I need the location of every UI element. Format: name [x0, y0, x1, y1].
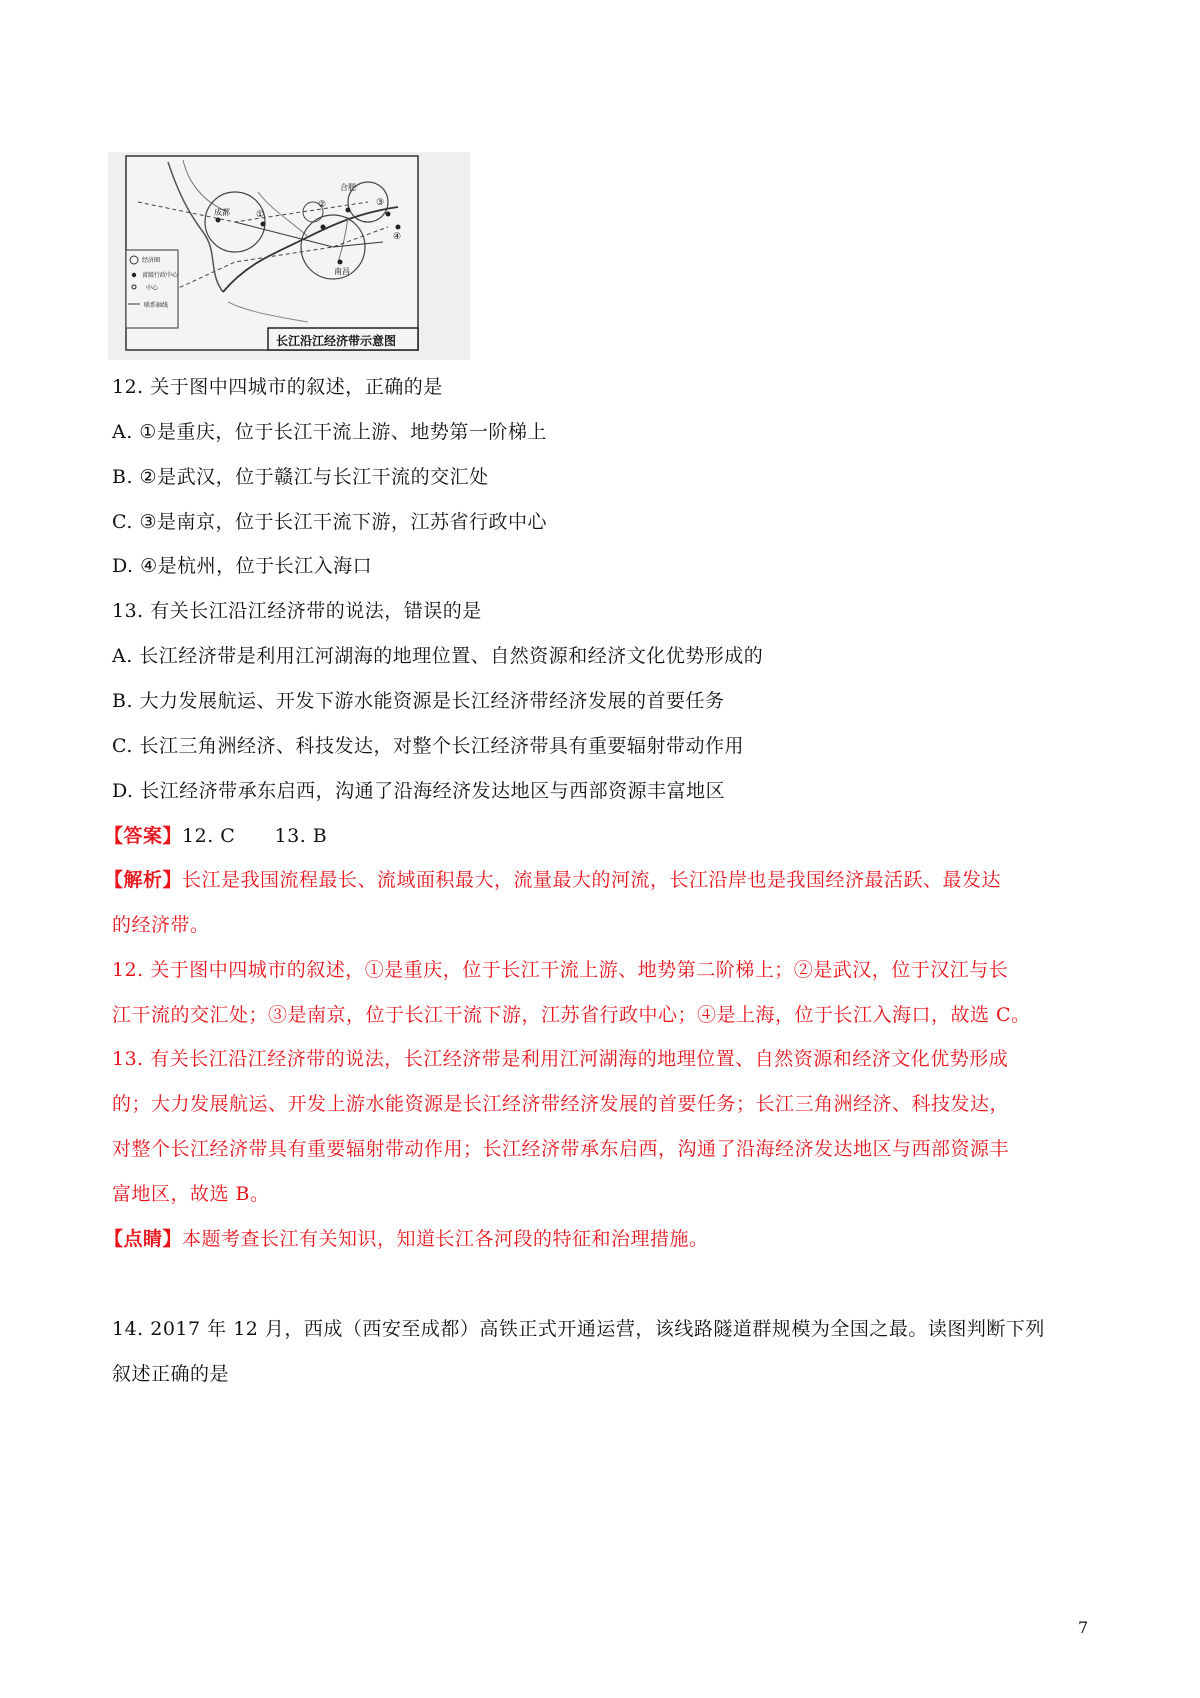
map-number-4: ④	[393, 232, 402, 242]
yangtze-economic-belt-map	[108, 152, 470, 360]
q14-line-2: 叙述正确的是	[112, 1363, 230, 1385]
map-legend-provincial-center: 省级行政中心	[142, 272, 179, 279]
map-number-1: ①	[256, 210, 265, 220]
analysis-line-3: 12. 关于图中四城市的叙述，①是重庆，位于长江干流上游、地势第二阶梯上；②是武汉，位于汉江与长	[112, 959, 1009, 981]
analysis-line-7: 对整个长江经济带具有重要辐射带动作用；长江经济带承东启西，沟通了沿海经济发达地区与西部资源丰	[112, 1138, 1010, 1160]
page-number: 7	[1078, 1618, 1089, 1637]
q13-option-c: C. 长江三角洲经济、科技发达，对整个长江经济带具有重要辐射带动作用	[112, 735, 744, 757]
q13-option-a: A. 长江经济带是利用江河湖海的地理位置、自然资源和经济文化优势形成的	[112, 645, 764, 667]
q13-option-d: D. 长江经济带承东启西，沟通了沿海经济发达地区与西部资源丰富地区	[112, 780, 726, 802]
map-legend-center: 中心	[146, 285, 159, 292]
map-legend-axis: 联系轴线	[144, 302, 169, 309]
analysis-line-8: 富地区，故选 B。	[112, 1183, 270, 1205]
map-number-3: ③	[376, 198, 385, 208]
map-label-chengdu: 成都	[214, 208, 230, 217]
answer-label: 【答案】	[104, 825, 183, 847]
map-label-hefei: 合肥	[340, 183, 356, 192]
q13-stem: 13. 有关长江沿江经济带的说法，错误的是	[112, 600, 482, 622]
map-drawing	[108, 152, 470, 360]
q12-option-c: C. ③是南京，位于长江干流下游，江苏省行政中心	[112, 511, 547, 533]
analysis-line-1	[104, 865, 1001, 892]
map-label-nanchang: 南昌	[334, 267, 350, 276]
analysis-line-5: 13. 有关长江沿江经济带的说法，长江经济带是利用江河湖海的地理位置、自然资源和经济文化优势形成	[112, 1048, 1009, 1070]
q12-option-d: D. ④是杭州，位于长江入海口	[112, 555, 373, 577]
analysis-line-4: 江干流的交汇处；③是南京，位于长江干流下游，江苏省行政中心；④是上海，位于长江入海口，故选 C。	[112, 1004, 1031, 1026]
q14-line-1: 14. 2017 年 12 月，西成（西安至成都）高铁正式开通运营，该线路隧道群规模为全国之最。读图判断下列	[112, 1318, 1045, 1340]
analysis-text-1: 长江是我国流程最长、流域面积最大，流量最大的河流，长江沿岸也是我国经济最活跃、最发达	[182, 869, 1002, 891]
q13-option-b: B. 大力发展航运、开发下游水能资源是长江经济带经济发展的首要任务	[112, 690, 725, 712]
answer-line	[104, 821, 327, 848]
comment-line	[104, 1224, 709, 1251]
map-legend-economic-circle: 经济圈	[142, 257, 161, 264]
map-number-2: ②	[318, 200, 327, 210]
analysis-line-2: 的经济带。	[112, 914, 210, 936]
q12-option-b: B. ②是武汉，位于赣江与长江干流的交汇处	[112, 466, 489, 488]
analysis-line-6: 的；大力发展航运、开发上游水能资源是长江经济带经济发展的首要任务；长江三角洲经济、科技发达，	[112, 1093, 1010, 1115]
q12-stem: 12. 关于图中四城市的叙述，正确的是	[112, 376, 443, 398]
analysis-label: 【解析】	[104, 869, 183, 891]
comment-label: 【点睛】	[104, 1228, 183, 1250]
answer-text: 12. C 13. B	[182, 825, 328, 847]
map-caption: 长江沿江经济带示意图	[276, 334, 397, 348]
q12-option-a: A. ①是重庆，位于长江干流上游、地势第一阶梯上	[112, 421, 547, 443]
comment-text: 本题考查长江有关知识，知道长江各河段的特征和治理措施。	[182, 1228, 709, 1250]
